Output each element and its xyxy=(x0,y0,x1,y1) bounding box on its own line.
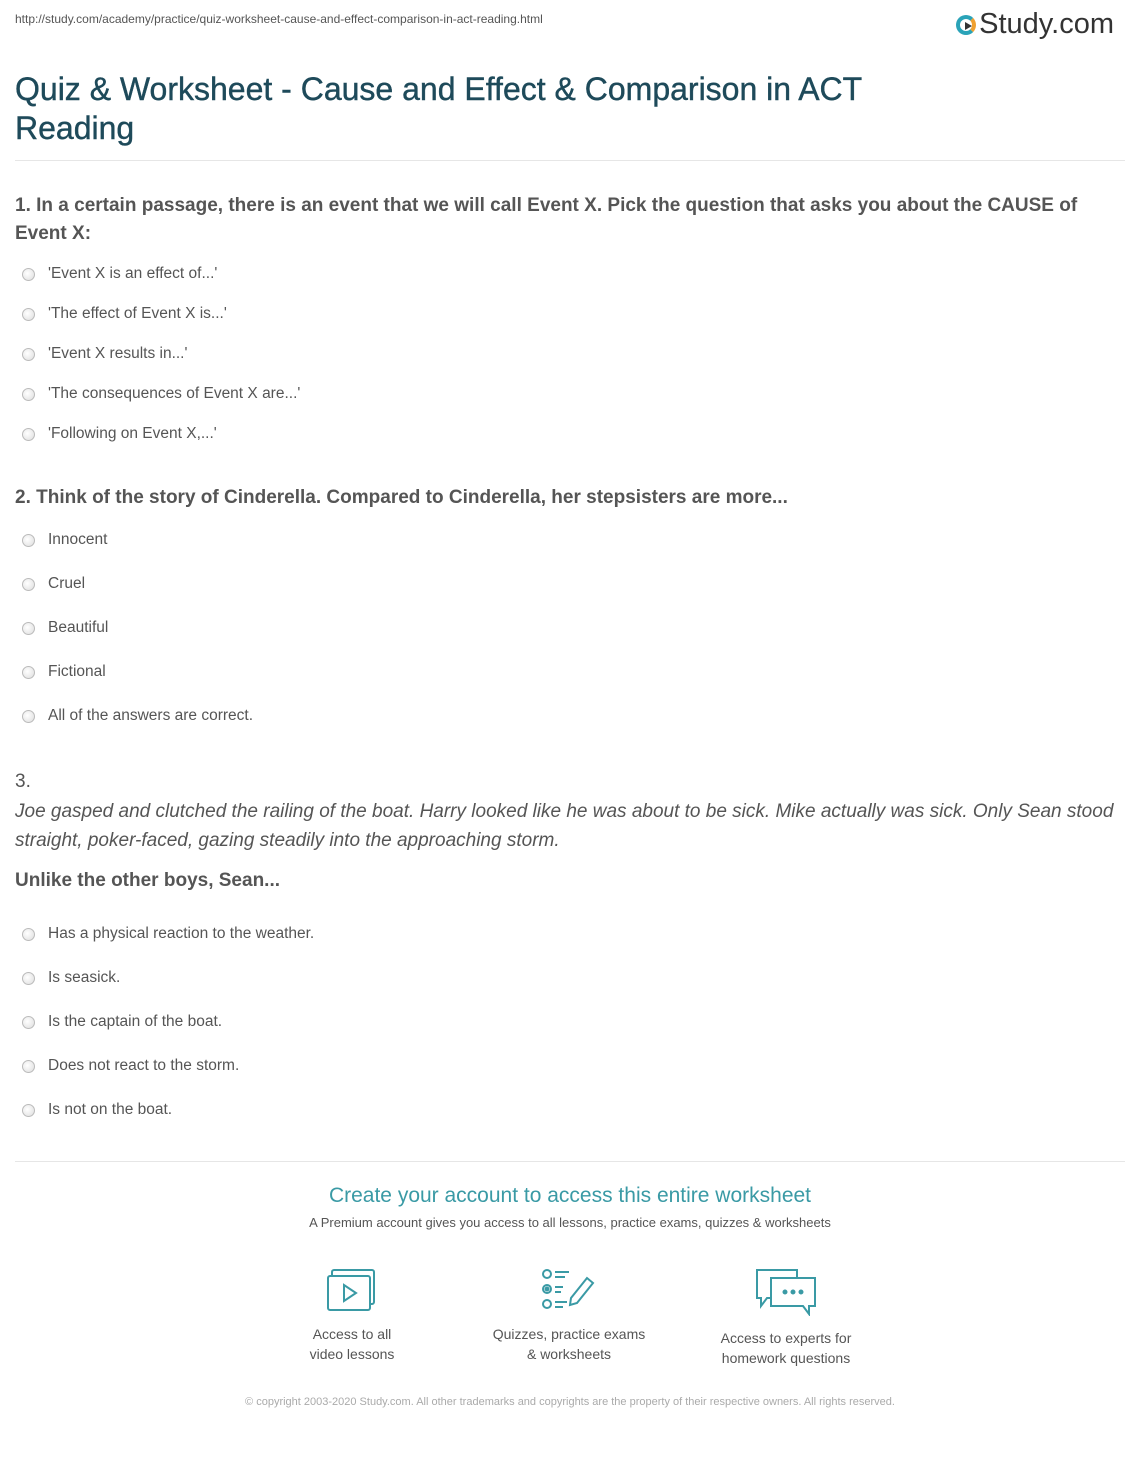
feature-label: Access to experts for xyxy=(720,1330,852,1346)
option-label: Is seasick. xyxy=(48,969,121,986)
radio-button[interactable] xyxy=(22,268,35,281)
study-logo[interactable] xyxy=(956,8,1114,41)
feature-label: homework questions xyxy=(721,1350,851,1366)
answer-option[interactable] xyxy=(22,385,300,403)
question-3-number: 3. xyxy=(15,771,31,792)
radio-button[interactable] xyxy=(22,972,35,985)
radio-button[interactable] xyxy=(22,388,35,401)
quiz-checklist-icon xyxy=(541,1268,597,1312)
option-label: All of the answers are correct. xyxy=(48,707,254,724)
option-label: Beautiful xyxy=(48,619,109,636)
radio-button[interactable] xyxy=(22,534,35,547)
answer-option[interactable] xyxy=(22,619,108,637)
logo-play-icon xyxy=(956,15,976,35)
answer-option[interactable] xyxy=(22,265,217,283)
cta-heading[interactable]: Create your account to access this entire worksheet xyxy=(328,1184,812,1207)
radio-button[interactable] xyxy=(22,578,35,591)
answer-option[interactable] xyxy=(22,707,253,725)
feature-label: video lessons xyxy=(309,1346,395,1362)
feature-label: Quizzes, practice exams xyxy=(492,1326,646,1342)
logo-text: Study.com xyxy=(979,8,1114,40)
video-lessons-icon xyxy=(326,1268,378,1312)
answer-option[interactable] xyxy=(22,531,107,549)
answer-option[interactable] xyxy=(22,425,217,443)
answer-option[interactable] xyxy=(22,575,85,593)
copyright: © copyright 2003-2020 Study.com. All other trademarks and copyrights are the property of their respective owners. All rights reserved. xyxy=(245,1396,895,1408)
option-label: Is the captain of the boat. xyxy=(48,1013,223,1030)
feature-quizzes xyxy=(469,1268,669,1364)
answer-option[interactable] xyxy=(22,1013,222,1031)
cta-subheading: A Premium account gives you access to all lessons, practice exams, quizzes & worksheets xyxy=(309,1215,831,1230)
option-label: Does not react to the storm. xyxy=(48,1057,240,1074)
answer-option[interactable] xyxy=(22,969,120,987)
option-label: 'The consequences of Event X are...' xyxy=(48,385,301,402)
answer-option[interactable] xyxy=(22,1101,172,1119)
answer-option[interactable] xyxy=(22,663,106,681)
answer-option[interactable] xyxy=(22,925,314,943)
radio-button[interactable] xyxy=(22,622,35,635)
answer-option[interactable] xyxy=(22,345,187,363)
feature-label: & worksheets xyxy=(526,1346,612,1362)
feature-label: Access to all xyxy=(312,1326,392,1342)
option-label: 'Event X is an effect of...' xyxy=(48,265,218,282)
question-2: 2. Think of the story of Cinderella. Compared to Cinderella, her stepsisters are more... xyxy=(15,487,788,508)
option-label: Is not on the boat. xyxy=(48,1101,173,1118)
radio-button[interactable] xyxy=(22,1104,35,1117)
answer-option[interactable] xyxy=(22,305,227,323)
radio-button[interactable] xyxy=(22,928,35,941)
radio-button[interactable] xyxy=(22,1060,35,1073)
page-url: http://study.com/academy/practice/quiz-worksheet-cause-and-effect-comparison-in-act-reading.html xyxy=(15,12,543,26)
question-3-passage: Joe gasped and clutched the railing of the boat. Harry looked like he was about to be sick. Mike actually was sick. Only Sean stood straight, poker-faced, gazing steadily into the approaching storm. xyxy=(15,801,1114,851)
radio-button[interactable] xyxy=(22,308,35,321)
question-1: 1. In a certain passage, there is an event that we will call Event X. Pick the question that asks you about the CAUSE of Event X: xyxy=(15,195,1078,244)
question-3-prompt: Unlike the other boys, Sean... xyxy=(15,870,281,891)
option-label: Innocent xyxy=(48,531,108,548)
answer-option[interactable] xyxy=(22,1057,239,1075)
radio-button[interactable] xyxy=(22,666,35,679)
option-label: Has a physical reaction to the weather. xyxy=(48,925,315,942)
option-label: Cruel xyxy=(48,575,86,592)
divider xyxy=(15,1161,1125,1162)
page-title: Quiz & Worksheet - Cause and Effect & Comparison in ACT Reading xyxy=(15,71,862,146)
feature-video-lessons xyxy=(252,1268,452,1364)
option-label: 'Following on Event X,...' xyxy=(48,425,217,442)
option-label: 'Event X results in...' xyxy=(48,345,188,362)
feature-experts xyxy=(686,1268,886,1368)
option-label: Fictional xyxy=(48,663,106,680)
radio-button[interactable] xyxy=(22,1016,35,1029)
divider xyxy=(15,160,1125,161)
option-label: 'The effect of Event X is...' xyxy=(48,305,227,322)
chat-bubbles-icon xyxy=(755,1268,817,1316)
radio-button[interactable] xyxy=(22,348,35,361)
radio-button[interactable] xyxy=(22,710,35,723)
radio-button[interactable] xyxy=(22,428,35,441)
